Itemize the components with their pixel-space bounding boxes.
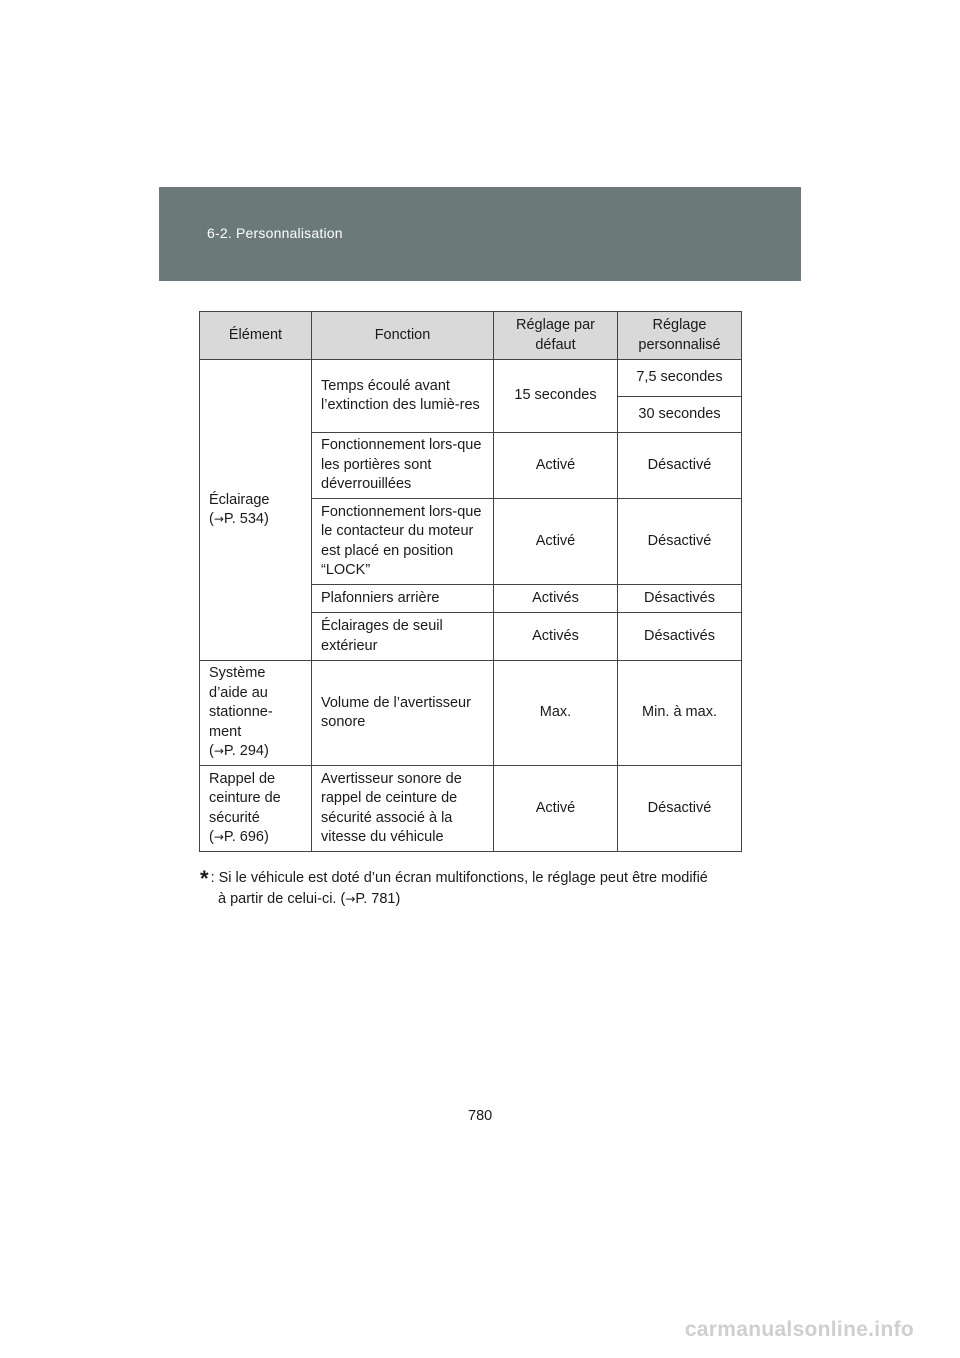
column-header: Fonction bbox=[312, 312, 494, 360]
arrow-right-icon: → bbox=[213, 512, 224, 526]
footnote-line1: : Si le véhicule est doté d’un écran multifonctions, le réglage peut être modifié bbox=[210, 870, 708, 886]
item-label: Éclairage bbox=[209, 491, 270, 508]
footnote-line2 bbox=[200, 889, 745, 909]
footnote-marker: * bbox=[200, 866, 209, 891]
table-header-row bbox=[200, 312, 742, 360]
function-cell: Fonctionnement lors-que les portières sont déverrouillées bbox=[312, 433, 494, 499]
table-row bbox=[200, 766, 742, 852]
column-header: Réglage personnalisé bbox=[618, 312, 742, 360]
default-cell: Activé bbox=[494, 766, 618, 852]
item-parking-assist: Système d’aide au stationne-ment (→P. 294) bbox=[200, 661, 312, 766]
custom-cell: Désactivé bbox=[618, 433, 742, 499]
footnote-text: à partir de celui-ci. ( bbox=[218, 891, 346, 907]
footnote bbox=[200, 868, 745, 909]
custom-cell: 7,5 secondes bbox=[618, 360, 742, 397]
custom-cell: Désactivés bbox=[618, 585, 742, 613]
page-reference: P. 534 bbox=[223, 511, 264, 527]
arrow-right-icon: → bbox=[213, 744, 224, 759]
default-cell: Activés bbox=[494, 613, 618, 661]
custom-cell: 30 secondes bbox=[618, 397, 742, 433]
custom-cell: Désactivé bbox=[618, 499, 742, 585]
function-cell: Avertisseur sonore de rappel de ceinture de sécurité associé à la vitesse du véhicule bbox=[312, 766, 494, 852]
section-title: 6-2. Personnalisation bbox=[207, 225, 343, 241]
function-cell: Fonctionnement lors-que le contacteur du moteur est placé en position “LOCK” bbox=[312, 499, 494, 585]
section-header-band bbox=[159, 187, 801, 281]
arrow-right-icon: → bbox=[213, 830, 224, 844]
default-cell: 15 secondes bbox=[494, 360, 618, 433]
item-label: Rappel de ceinture de sécurité bbox=[209, 770, 281, 826]
custom-cell: Désactivés bbox=[618, 613, 742, 661]
arrow-right-icon: → bbox=[345, 892, 356, 906]
table-row bbox=[200, 661, 742, 766]
default-cell: Max. bbox=[494, 661, 618, 766]
item-seatbelt-reminder: Rappel de ceinture de sécurité (→P. 696) bbox=[200, 766, 312, 852]
table-row bbox=[200, 360, 742, 397]
function-cell: Plafonniers arrière bbox=[312, 585, 494, 613]
function-cell: Éclairages de seuil extérieur bbox=[312, 613, 494, 661]
default-cell: Activé bbox=[494, 433, 618, 499]
column-header: Réglage par défaut bbox=[494, 312, 618, 360]
default-cell: Activé bbox=[494, 499, 618, 585]
page-number: 780 bbox=[468, 1108, 493, 1124]
function-cell: Volume de l’avertisseur sonore bbox=[312, 661, 494, 766]
column-header: Élément bbox=[200, 312, 312, 360]
page-reference: P. 696 bbox=[223, 829, 264, 845]
item-label: Système d’aide au stationne-ment bbox=[209, 665, 273, 740]
default-cell: Activés bbox=[494, 585, 618, 613]
page-reference: P. 294 bbox=[223, 743, 264, 760]
page-reference: P. 781 bbox=[355, 891, 396, 907]
custom-cell: Min. à max. bbox=[618, 661, 742, 766]
customization-table bbox=[199, 311, 742, 852]
item-lighting: Éclairage (→P. 534) bbox=[200, 360, 312, 661]
watermark: carmanualsonline.info bbox=[684, 1318, 914, 1341]
custom-cell: Désactivé bbox=[618, 766, 742, 852]
function-cell: Temps écoulé avant l’extinction des lumiè-res bbox=[312, 360, 494, 433]
footnote-text: ) bbox=[395, 891, 401, 907]
